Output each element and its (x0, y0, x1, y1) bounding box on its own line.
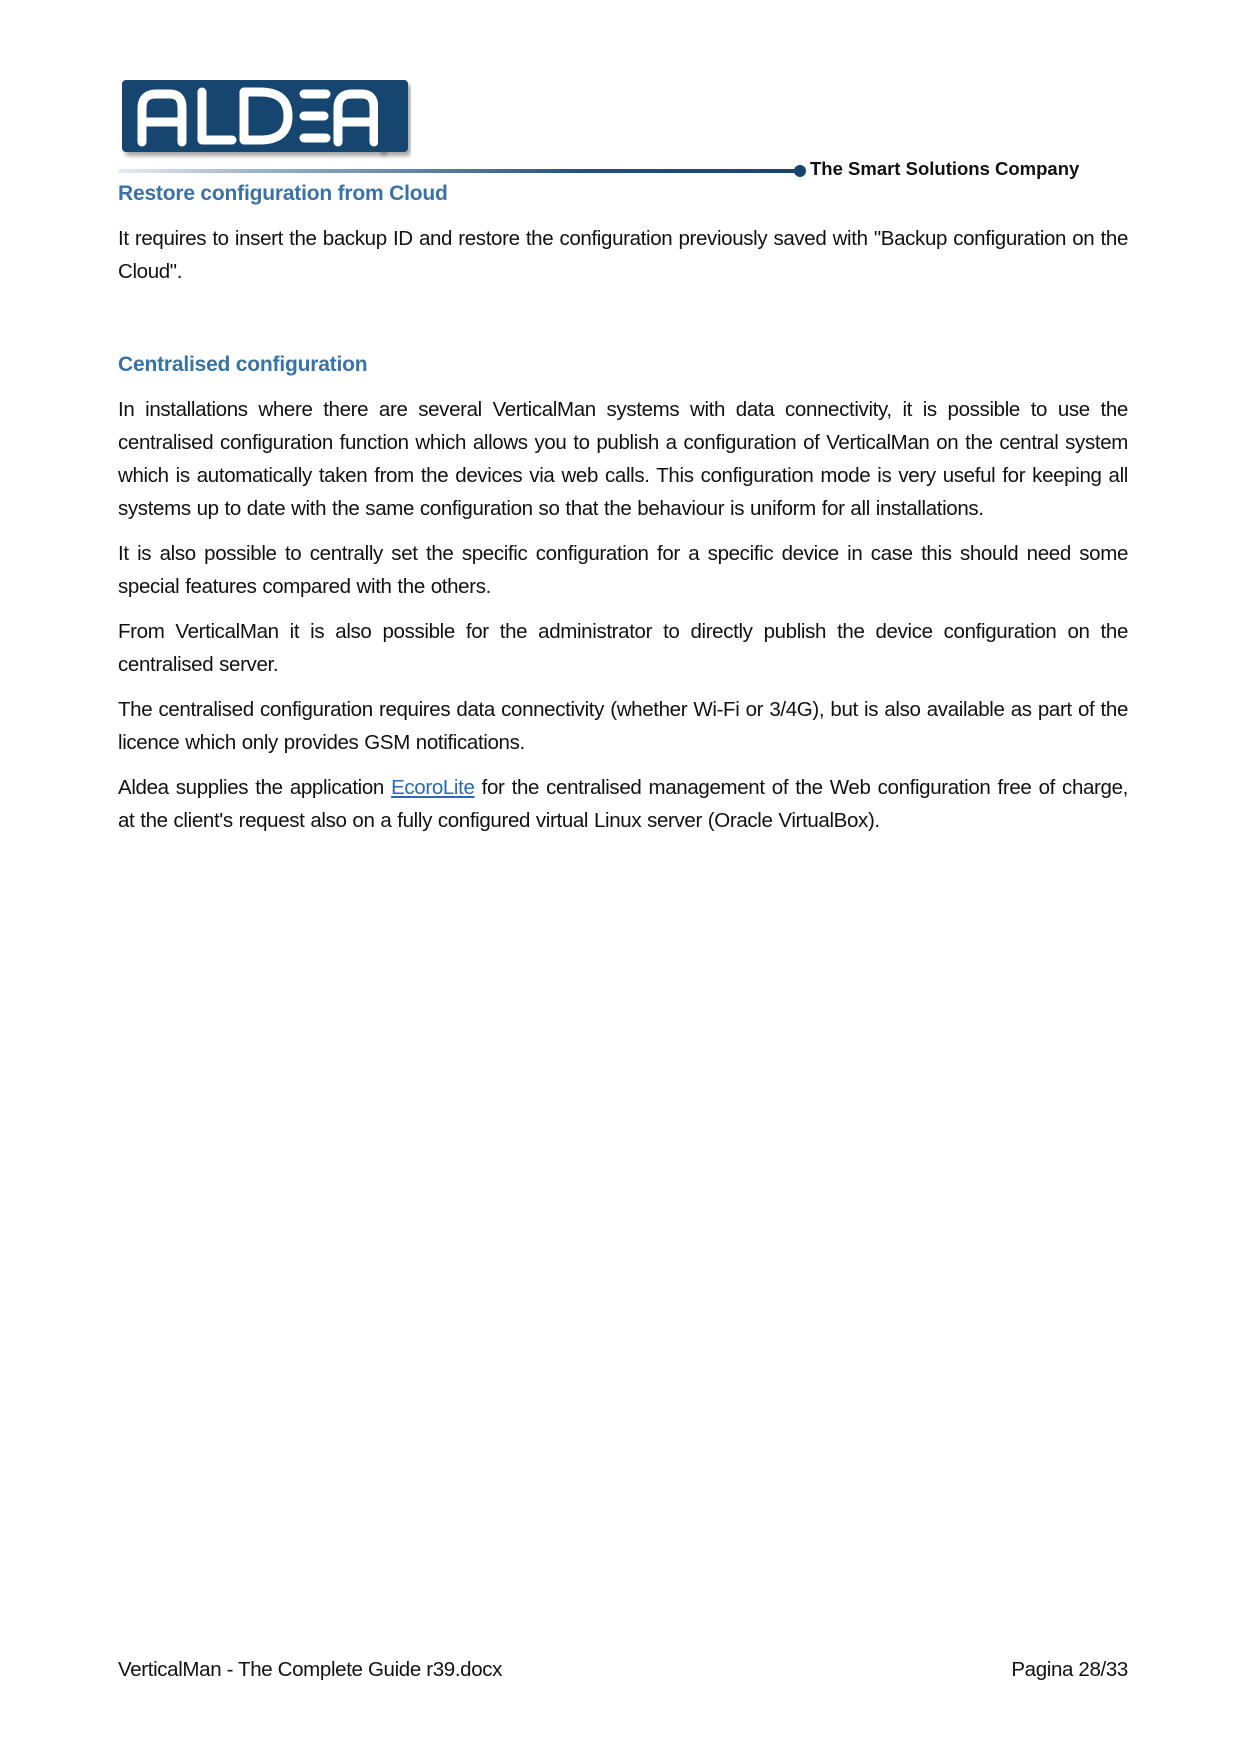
document-body (118, 180, 1128, 837)
paragraph: The centralised configuration requires data connectivity (whether Wi-Fi or 3/4G), but is also available as part of the licence which only provides GSM notifications. (118, 698, 1128, 754)
ecorolite-link[interactable]: EcoroLite (391, 776, 475, 799)
footer-document-name: VerticalMan - The Complete Guide r39.docx (118, 1658, 503, 1681)
paragraph: It is also possible to centrally set the specific configuration for a specific device in case this should need some special features compared with the others. (118, 542, 1128, 598)
section-heading-centralised-configuration: Centralised configuration (118, 353, 368, 376)
paragraph-with-link (118, 771, 1128, 837)
page-footer (118, 1658, 1128, 1688)
paragraph: From VerticalMan it is also possible for the administrator to directly publish the device configuration on the centralised server. (118, 620, 1128, 676)
footer-page-number: Pagina 28/33 (1011, 1658, 1128, 1681)
page-header (118, 74, 1128, 184)
paragraph: In installations where there are several VerticalMan systems with data connectivity, it is possible to use the centralised configuration function which allows you to publish a configuration of VerticalMan on the central system which is automatically taken from the devices via web calls. This configuration mode is very useful for keeping all systems up to date with the same configuration so that the behaviour is uniform for all installations. (118, 398, 1128, 520)
paragraph: It requires to insert the backup ID and restore the configuration previously saved with "Backup configuration on the Cloud". (118, 227, 1128, 283)
header-rule (118, 169, 798, 173)
link-paragraph-before: Aldea supplies the application (118, 776, 392, 799)
section-heading-restore-cloud: Restore configuration from Cloud (118, 182, 448, 205)
aldea-logo (120, 78, 412, 164)
header-rule-dot (794, 165, 806, 177)
link-paragraph-after: for the centralised management of the Web configuration free of charge, at the client's request also on a fully configured virtual Linux server (Oracle VirtualBox). (118, 776, 1128, 832)
company-tagline: The Smart Solutions Company (810, 158, 1080, 179)
